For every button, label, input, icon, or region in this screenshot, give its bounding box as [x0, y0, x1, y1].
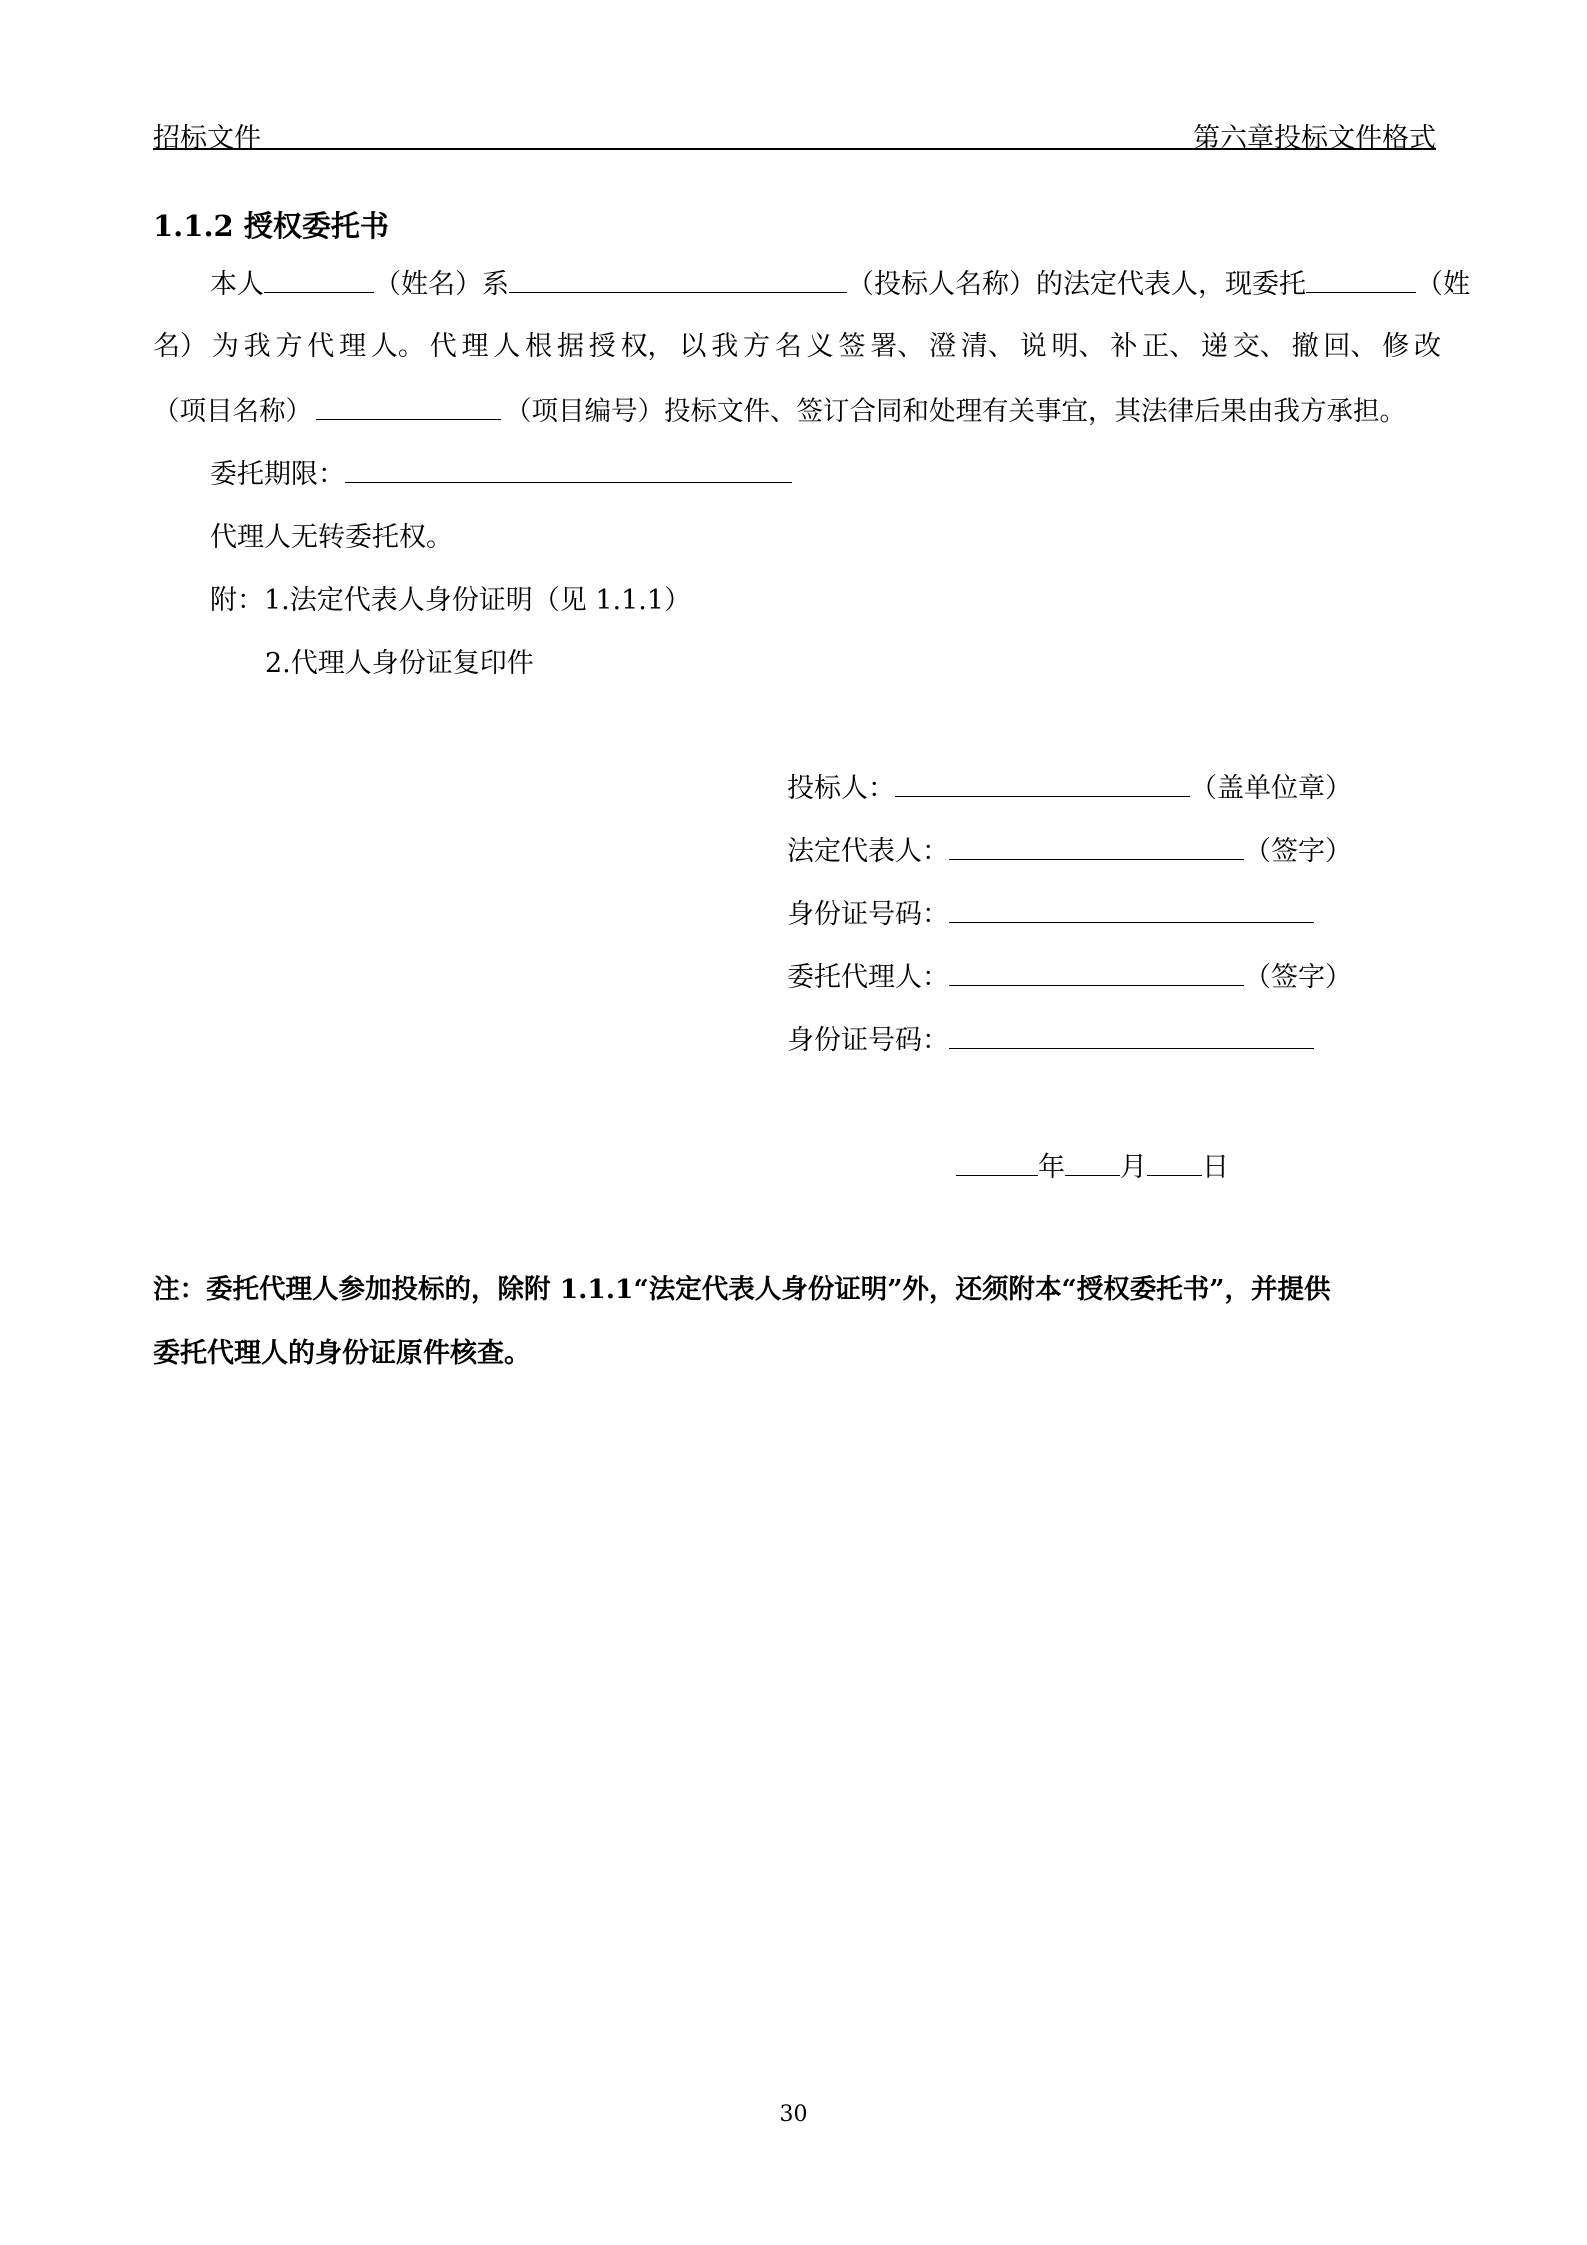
- word: 明、: [1051, 331, 1106, 362]
- word: 为: [211, 331, 239, 362]
- bidder-label: 投标人：: [787, 773, 895, 804]
- bidder-blank: [895, 770, 1190, 797]
- header-left-title: 招标文件: [153, 123, 261, 154]
- word: 授: [588, 331, 616, 362]
- term-blank: [345, 456, 792, 483]
- month-blank: [1065, 1149, 1120, 1176]
- word: 权，: [620, 331, 675, 362]
- legal-rep-row: [787, 833, 1352, 870]
- text-segment: 本人: [210, 269, 264, 300]
- note-line-2: 委托代理人的身份证原件核查。: [153, 1338, 531, 1369]
- word: 名: [774, 331, 802, 362]
- name-blank: [264, 266, 374, 293]
- word: 理: [339, 331, 367, 362]
- no-transfer-text: 代理人无转委托权。: [210, 522, 453, 553]
- attachment-item-2: 2.代理人身份证复印件: [265, 648, 534, 679]
- date-row: [956, 1149, 1229, 1186]
- word: 澄: [929, 331, 957, 362]
- word: 说: [1019, 331, 1047, 362]
- note-line-1: 注：委托代理人参加投标的，除附 1.1.1“法定代表人身份证明”外，还须附本“授权委托书”，并提供: [153, 1274, 1331, 1305]
- bidder-note: （盖单位章）: [1190, 773, 1352, 804]
- section-heading: 1.1.2 授权委托书: [153, 209, 389, 243]
- para1-line3: [153, 393, 1406, 430]
- word: 补: [1110, 331, 1138, 362]
- header-right-title: 第六章投标文件格式: [1193, 123, 1436, 154]
- word: 撤: [1291, 331, 1319, 362]
- id-label: 身份证号码：: [787, 1025, 949, 1056]
- month-label: 月: [1120, 1152, 1147, 1183]
- legal-rep-note: （签字）: [1244, 836, 1352, 867]
- word: 方: [743, 331, 770, 362]
- word: 义: [806, 331, 834, 362]
- text-segment: （项目名称）: [153, 396, 312, 427]
- id-number-row-2: [787, 1022, 1314, 1059]
- id-number-row-1: [787, 896, 1314, 933]
- id-blank-2: [949, 1022, 1314, 1049]
- word: 交、: [1232, 331, 1287, 362]
- bidder-name-blank: [509, 266, 847, 293]
- day-blank: [1147, 1149, 1202, 1176]
- term-line: [210, 456, 792, 493]
- term-label: 委托期限：: [210, 459, 345, 490]
- text-segment: （投标人名称）的法定代表人，现委托: [847, 269, 1306, 300]
- project-number-blank: [316, 393, 501, 420]
- word: 署、: [870, 331, 925, 362]
- word: 清、: [960, 331, 1015, 362]
- agent-row: [787, 959, 1352, 996]
- legal-rep-blank: [949, 833, 1244, 860]
- agent-name-blank: [1306, 266, 1416, 293]
- word: 正、: [1142, 331, 1197, 362]
- word: 人。: [370, 331, 425, 362]
- attachment-item-1: 附：1.法定代表人身份证明（见 1.1.1）: [210, 585, 692, 616]
- word: 递: [1200, 331, 1228, 362]
- para1-line2: [153, 329, 1441, 365]
- agent-label: 委托代理人：: [787, 962, 949, 993]
- word: 以: [679, 331, 707, 362]
- word: 人: [493, 331, 521, 362]
- year-blank: [956, 1149, 1038, 1176]
- legal-rep-label: 法定代表人：: [787, 836, 949, 867]
- page-number: 30: [779, 2102, 808, 2127]
- para1-line1: [210, 266, 1470, 303]
- word: 我: [711, 331, 739, 362]
- agent-blank: [949, 959, 1244, 986]
- text-segment: （项目编号）投标文件、签订合同和处理有关事宜，其法律后果由我方承担。: [505, 396, 1406, 427]
- text-segment: （姓: [1416, 269, 1470, 300]
- id-blank-1: [949, 896, 1314, 923]
- word: 回、: [1323, 331, 1378, 362]
- word: 理: [461, 331, 489, 362]
- word: 名）: [153, 331, 207, 362]
- text-segment: （姓名）系: [374, 269, 509, 300]
- word: 修: [1382, 331, 1410, 362]
- page-header: [153, 112, 1436, 154]
- word: 代: [429, 331, 457, 362]
- word: 签: [838, 331, 866, 362]
- word: 改: [1414, 331, 1441, 362]
- day-label: 日: [1202, 1152, 1229, 1183]
- id-label: 身份证号码：: [787, 899, 949, 930]
- word: 据: [556, 331, 584, 362]
- year-label: 年: [1038, 1152, 1065, 1183]
- agent-note: （签字）: [1244, 962, 1352, 993]
- word: 根: [525, 331, 553, 362]
- word: 我: [243, 331, 271, 362]
- word: 方: [275, 331, 303, 362]
- bidder-row: [787, 770, 1352, 807]
- word: 代: [307, 331, 335, 362]
